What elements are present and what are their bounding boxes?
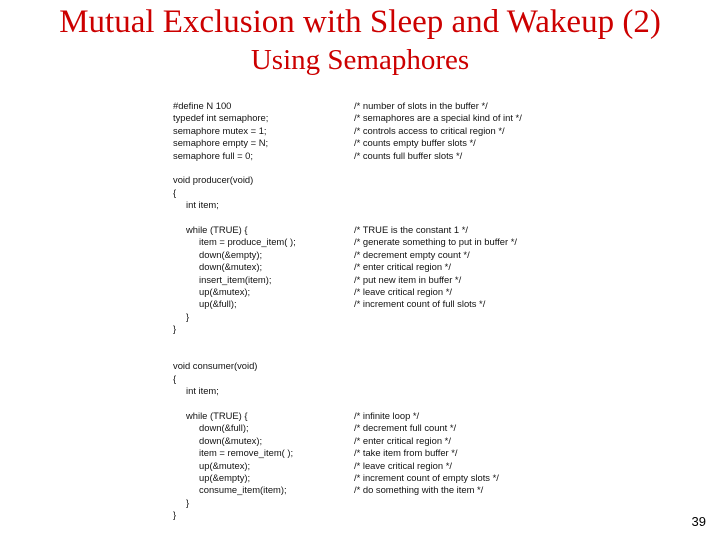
code-text: down(&mutex); [173,434,263,446]
code-comment: /* infinite loop */ [354,410,420,421]
code-text: #define N 100 [173,100,232,111]
code-text: up(&mutex); [173,286,251,297]
code-comment: /* enter critical region */ [354,261,451,273]
code-text: semaphore full = 0; [173,149,253,161]
code-text: while (TRUE) { [173,224,248,235]
code-comment: /* generate something to put in buffer */ [354,236,517,248]
code-comment: /* leave critical region */ [354,286,452,297]
code-text: { [173,186,177,198]
code-comment: /* do something with the item */ [354,484,484,496]
code-text: semaphore mutex = 1; [173,124,267,136]
code-text: } [173,310,190,322]
slide-title: Mutual Exclusion with Sleep and Wakeup (2) [59,4,661,40]
code-text: semaphore empty = N; [173,137,269,149]
code-text: { [173,372,177,384]
code-comment: /* put new item in buffer */ [354,273,462,285]
code-text: up(&empty); [173,472,251,483]
code-text: up(&mutex); [173,459,251,471]
code-text: } [173,509,177,521]
code-text: down(&mutex); [173,261,263,273]
code-text: int item; [173,385,219,397]
code-comment: /* semaphores are a special kind of int */ [354,112,522,124]
code-comment: /* enter critical region */ [354,434,451,446]
code-text: void producer(void) [173,174,254,186]
code-comment: /* leave critical region */ [354,459,452,471]
code-text: typedef int semaphore; [173,112,269,124]
code-text: item = produce_item( ); [173,236,296,248]
code-comment: /* take item from buffer */ [354,447,458,459]
code-text: item = remove_item( ); [173,447,294,459]
code-comment: /* increment count of full slots */ [354,298,486,310]
code-comment: /* counts full buffer slots */ [354,149,463,161]
code-comment: /* decrement empty count */ [354,248,470,260]
code-text: down(&empty); [173,248,263,260]
code-text: while (TRUE) { [173,410,248,421]
code-text: void consumer(void) [173,360,258,372]
page-number: 39 [691,514,706,529]
code-text: insert_item(item); [173,273,272,285]
slide-subtitle: Using Semaphores [250,44,470,76]
code-comment: /* counts empty buffer slots */ [354,137,476,149]
code-text: down(&full); [173,422,249,434]
code-comment: /* increment count of empty slots */ [354,472,499,483]
code-comment: /* decrement full count */ [354,422,457,434]
code-text: up(&full); [173,298,237,310]
code-text: int item; [173,199,219,211]
code-comment: /* controls access to critical region */ [354,124,505,136]
code-text: } [173,496,190,508]
code-comment: /* number of slots in the buffer */ [354,100,488,111]
code-text: } [173,323,177,335]
code-text: consume_item(item); [173,484,287,496]
code-comment: /* TRUE is the constant 1 */ [354,224,468,235]
